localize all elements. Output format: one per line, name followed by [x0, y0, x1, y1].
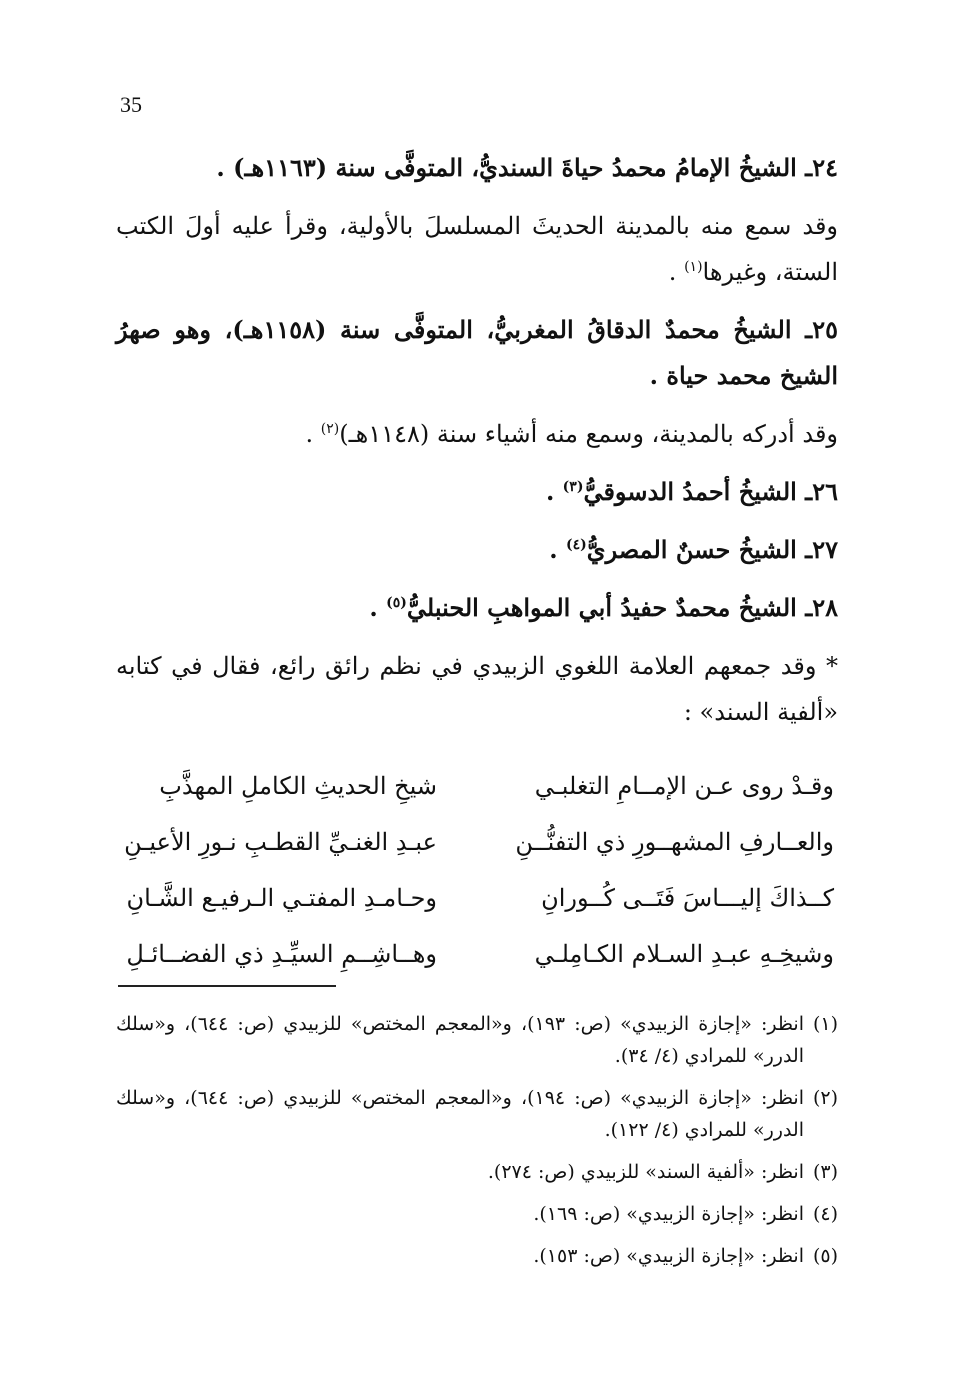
footnote-number: (٣)	[812, 1161, 838, 1183]
footnote-number: (٢)	[812, 1087, 838, 1109]
footnote-number: (٤)	[812, 1203, 838, 1225]
entry-27: ٢٧ـ الشيخُ حسنٌ المصريُّ$^{(٤)}$ .	[549, 535, 838, 564]
poem-verse	[116, 814, 838, 870]
verse-second-hemistich: وهــاشِــمِ السيِّـدِ ذي الفضــائـلِ	[126, 940, 437, 968]
footnote-ref-2[interactable]: (٢)	[320, 421, 340, 437]
footnote-4	[116, 1198, 838, 1230]
footnote-1	[116, 1008, 838, 1072]
footnote-ref-3[interactable]: (٣)	[562, 479, 584, 495]
poem-intro: * وقد جمعهم العلامة اللغوي الزبيدي في نظم رائق رائع، فقال في كتابه «ألفية السند» :	[116, 652, 838, 726]
entry-24-note: وقد سمع منه بالمدينة الحديثَ المسلسلَ بالأولية، وقرأ عليه أولَ الكتب الستة، وغيرها$^{(١)}$ .	[116, 212, 838, 286]
footnote-number: (١)	[812, 1013, 838, 1035]
poem	[116, 758, 838, 982]
page-number: 35	[120, 92, 142, 117]
footnote-3	[116, 1156, 838, 1188]
verse-second-hemistich: شيخِ الحديثِ الكاملِ المهذَّبِ	[159, 772, 437, 800]
entry-28: ٢٨ـ الشيخُ محمدٌ حفيدُ أبي المواهبِ الحنبليُّ$^{(٥)}$ .	[369, 593, 838, 622]
verse-second-hemistich: وحـامـدِ المفتـي الـرفيـع الشَّـانِ	[126, 884, 437, 912]
footnote-text: انظر: «إجازة الزبيدي» (ص: ١٥٣).	[533, 1245, 804, 1267]
footnote-text: انظر: «إجازة الزبيدي» (ص: ١٩٣)، و«المعجم المختص» للزبيدي (ص: ٦٤٤)، و«سلك الدرر» للمرادي (٤/ ٣٤).	[116, 1013, 804, 1067]
entry-25: ٢٥ـ الشيخُ محمدٌ الدقاقُ المغربيُّ، المتوفَّى سنة (١١٥٨هـ)، وهو صهرُ الشيخ محمد حياة .	[116, 315, 838, 390]
entry-25-note: وقد أدركه بالمدينة، وسمع منه أشياء سنة (١١٤٨هـ)$^{(٢)}$ .	[305, 420, 838, 448]
poem-verse	[116, 926, 838, 982]
footnote-text: انظر: «ألفية السند» للزبيدي (ص: ٢٧٤).	[487, 1161, 804, 1183]
entry-24: ٢٤ـ الشيخُ الإمامُ محمدُ حياةَ السنديُّ، المتوفَّى سنة (١١٦٣هـ) .	[216, 153, 838, 182]
footnote-text: انظر: «إجازة الزبيدي» (ص: ١٦٩).	[533, 1203, 804, 1225]
verse-first-hemistich: والعــارفِ المشهــورِ ذي التفنُّــنِ	[515, 828, 834, 856]
footnote-text: انظر: «إجازة الزبيدي» (ص: ١٩٤)، و«المعجم المختص» للزبيدي (ص: ٦٤٤)، و«سلك الدرر» للمرادي (٤/ ١٢٢).	[116, 1087, 804, 1141]
footnote-2	[116, 1082, 838, 1146]
footnote-ref-5[interactable]: (٥)	[386, 595, 407, 611]
verse-first-hemistich: كــذاكَ إليـــاسَ فَتَــى كُــورانِ	[541, 884, 834, 912]
footnote-ref-1[interactable]: (١)	[684, 259, 703, 275]
verse-first-hemistich: وقـدْ روى عـن الإمــامِ التغلبـي	[534, 772, 834, 800]
footnotes	[116, 1008, 838, 1282]
footnote-divider	[118, 985, 336, 987]
poem-verse	[116, 758, 838, 814]
footnote-5	[116, 1240, 838, 1272]
verse-first-hemistich: وشيخِـهِ عبـدِ السـلام الكـامِلـي	[534, 940, 834, 968]
footnote-ref-4[interactable]: (٤)	[566, 537, 587, 553]
verse-second-hemistich: عبـدِ الغنـيِّ القطـبِ نـورِ الأعيـنِ	[124, 828, 437, 856]
poem-verse	[116, 870, 838, 926]
entry-26: ٢٦ـ الشيخُ أحمدُ الدسوقيُّ$^{(٣)}$ .	[545, 477, 838, 506]
main-text	[116, 145, 838, 747]
footnote-number: (٥)	[812, 1245, 838, 1267]
